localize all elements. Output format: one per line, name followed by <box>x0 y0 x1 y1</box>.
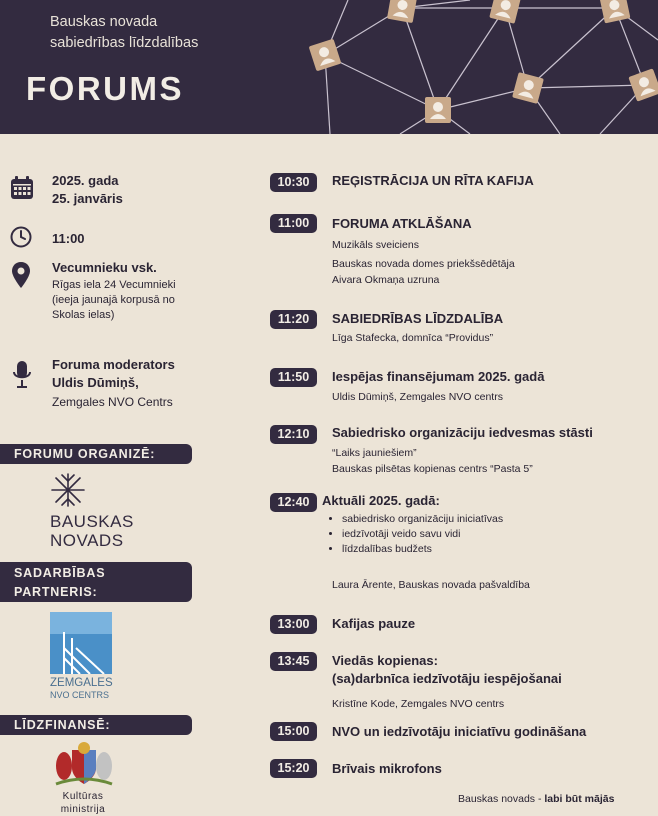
partner-logo-line2: NVO CENTRS <box>50 690 110 700</box>
user-icon <box>425 97 451 123</box>
footer-slogan <box>458 793 614 805</box>
place-address-line3: Skolas ielas) <box>52 309 115 321</box>
coat-of-arms-icon <box>52 740 116 788</box>
header-banner <box>0 0 658 134</box>
agenda-title: Viedās kopienas: <box>332 653 438 668</box>
agenda-title: Kafijas pauze <box>332 616 416 631</box>
agenda-subtitle: Kristīne Kode, Zemgales NVO centrs <box>332 698 505 710</box>
agenda-time-badge: 13:00 <box>270 615 317 634</box>
agenda-time-badge: 12:40 <box>270 493 317 512</box>
agenda-time-badge: 11:00 <box>270 214 317 233</box>
agenda-time-badge: 15:20 <box>270 759 317 778</box>
zemgales-logo-icon <box>50 612 112 674</box>
date-line2: 25. janvāris <box>52 191 123 206</box>
moderator-label: Foruma moderators <box>52 357 175 372</box>
agenda-time-badge: 10:30 <box>270 173 317 192</box>
partner-logo-text <box>50 677 113 701</box>
snowflake-logo-icon <box>50 472 86 508</box>
org-name-line1: Bauskas novada <box>50 14 158 30</box>
agenda-subtitle: Laura Ārente, Bauskas novada pašvaldība <box>332 579 530 591</box>
organizer-label: FORUMU ORGANIZĒ: <box>0 444 192 464</box>
user-icon <box>309 39 342 72</box>
user-icon <box>628 68 658 101</box>
agenda-title: Brīvais mikrofons <box>332 761 442 776</box>
agenda-subtitle: Līga Stafecka, domnīca “Providus” <box>332 332 494 344</box>
microphone-icon <box>12 360 32 390</box>
agenda-time-badge: 11:50 <box>270 368 317 387</box>
place-address-line2: (ieeja jaunajā korpusā no <box>52 294 175 306</box>
agenda-time-badge: 11:20 <box>270 310 317 329</box>
agenda-bullet-list <box>330 512 503 557</box>
org-name-line2: sabiedrības līdzdalības <box>50 35 199 51</box>
cofunder-text <box>52 790 114 816</box>
place-name: Vecumnieku vsk. <box>52 260 157 275</box>
clock-icon <box>10 226 32 248</box>
list-item: • iedzīvotāji veido savu vidi <box>342 527 503 542</box>
agenda-time-badge: 15:00 <box>270 722 317 741</box>
agenda-subtitle: Bauskas novada domes priekšsēdētāja <box>332 258 515 270</box>
user-icon <box>387 0 417 23</box>
user-icon <box>512 72 544 104</box>
agenda-time-badge: 12:10 <box>270 425 317 444</box>
agenda-title: FORUMA ATKLĀŠANA <box>332 216 472 231</box>
organizer-logo-text <box>50 512 134 550</box>
footer-slogan-bold: labi būt mājās <box>544 793 615 805</box>
partners-label <box>0 562 192 602</box>
user-tiles <box>309 0 658 123</box>
agenda-title: Aktuāli 2025. gadā: <box>322 493 440 508</box>
location-pin-icon <box>11 261 31 289</box>
list-item: • līdzdalības budžets <box>342 542 503 557</box>
list-item: • sabiedrisko organizāciju iniciatīvas <box>342 512 503 527</box>
agenda-subtitle: Muzikāls sveiciens <box>332 239 419 251</box>
organizer-logo-line2: NOVADS <box>50 531 124 550</box>
agenda-title: Sabiedrisko organizāciju iedvesmas stāsti <box>332 425 593 440</box>
partners-label-line2: PARTNERIS: <box>14 585 98 599</box>
footer-prefix: Bauskas novads - <box>458 793 545 805</box>
time-value: 11:00 <box>52 231 85 246</box>
cofunder-line2: ministrija <box>60 804 106 815</box>
agenda-title: REĢISTRĀCIJA UN RĪTA KAFIJA <box>332 173 534 188</box>
cofunder-label: LĪDZFINANSĒ: <box>0 715 192 735</box>
agenda-subtitle: Aivara Okmaņa uzruna <box>332 274 440 286</box>
agenda-subtitle: Bauskas pilsētas kopienas centrs “Pasta 5” <box>332 463 533 475</box>
user-icon <box>489 0 521 24</box>
user-icon <box>600 0 631 23</box>
calendar-icon <box>10 176 34 200</box>
date-line1: 2025. gada <box>52 173 119 188</box>
agenda-title-line2: (sa)darbnīca iedzīvotāju iespējošanai <box>332 671 562 686</box>
agenda-subtitle: Uldis Dūmiņš, Zemgales NVO centrs <box>332 391 503 403</box>
partners-label-line1: SADARBĪBAS <box>14 566 106 580</box>
cofunder-line1: Kultūras <box>62 791 104 802</box>
agenda-title: Iespējas finansējumam 2025. gadā <box>332 369 545 384</box>
agenda-title: SABIEDRĪBAS LĪDZDALĪBA <box>332 311 504 326</box>
moderator-org: Zemgales NVO Centrs <box>52 395 173 409</box>
moderator-name: Uldis Dūmiņš, <box>52 375 139 390</box>
agenda-subtitle: “Laiks jauniešiem” <box>332 447 417 459</box>
partner-logo-line1: ZEMGALES <box>50 677 113 689</box>
page-title: FORUMS <box>26 70 184 107</box>
place-address-line1: Rīgas iela 24 Vecumnieki <box>52 279 176 291</box>
agenda-title: NVO un iedzīvotāju iniciatīvu godināšana <box>332 724 587 739</box>
agenda-time-badge: 13:45 <box>270 652 317 671</box>
organizer-logo-line1: BAUSKAS <box>50 512 134 531</box>
